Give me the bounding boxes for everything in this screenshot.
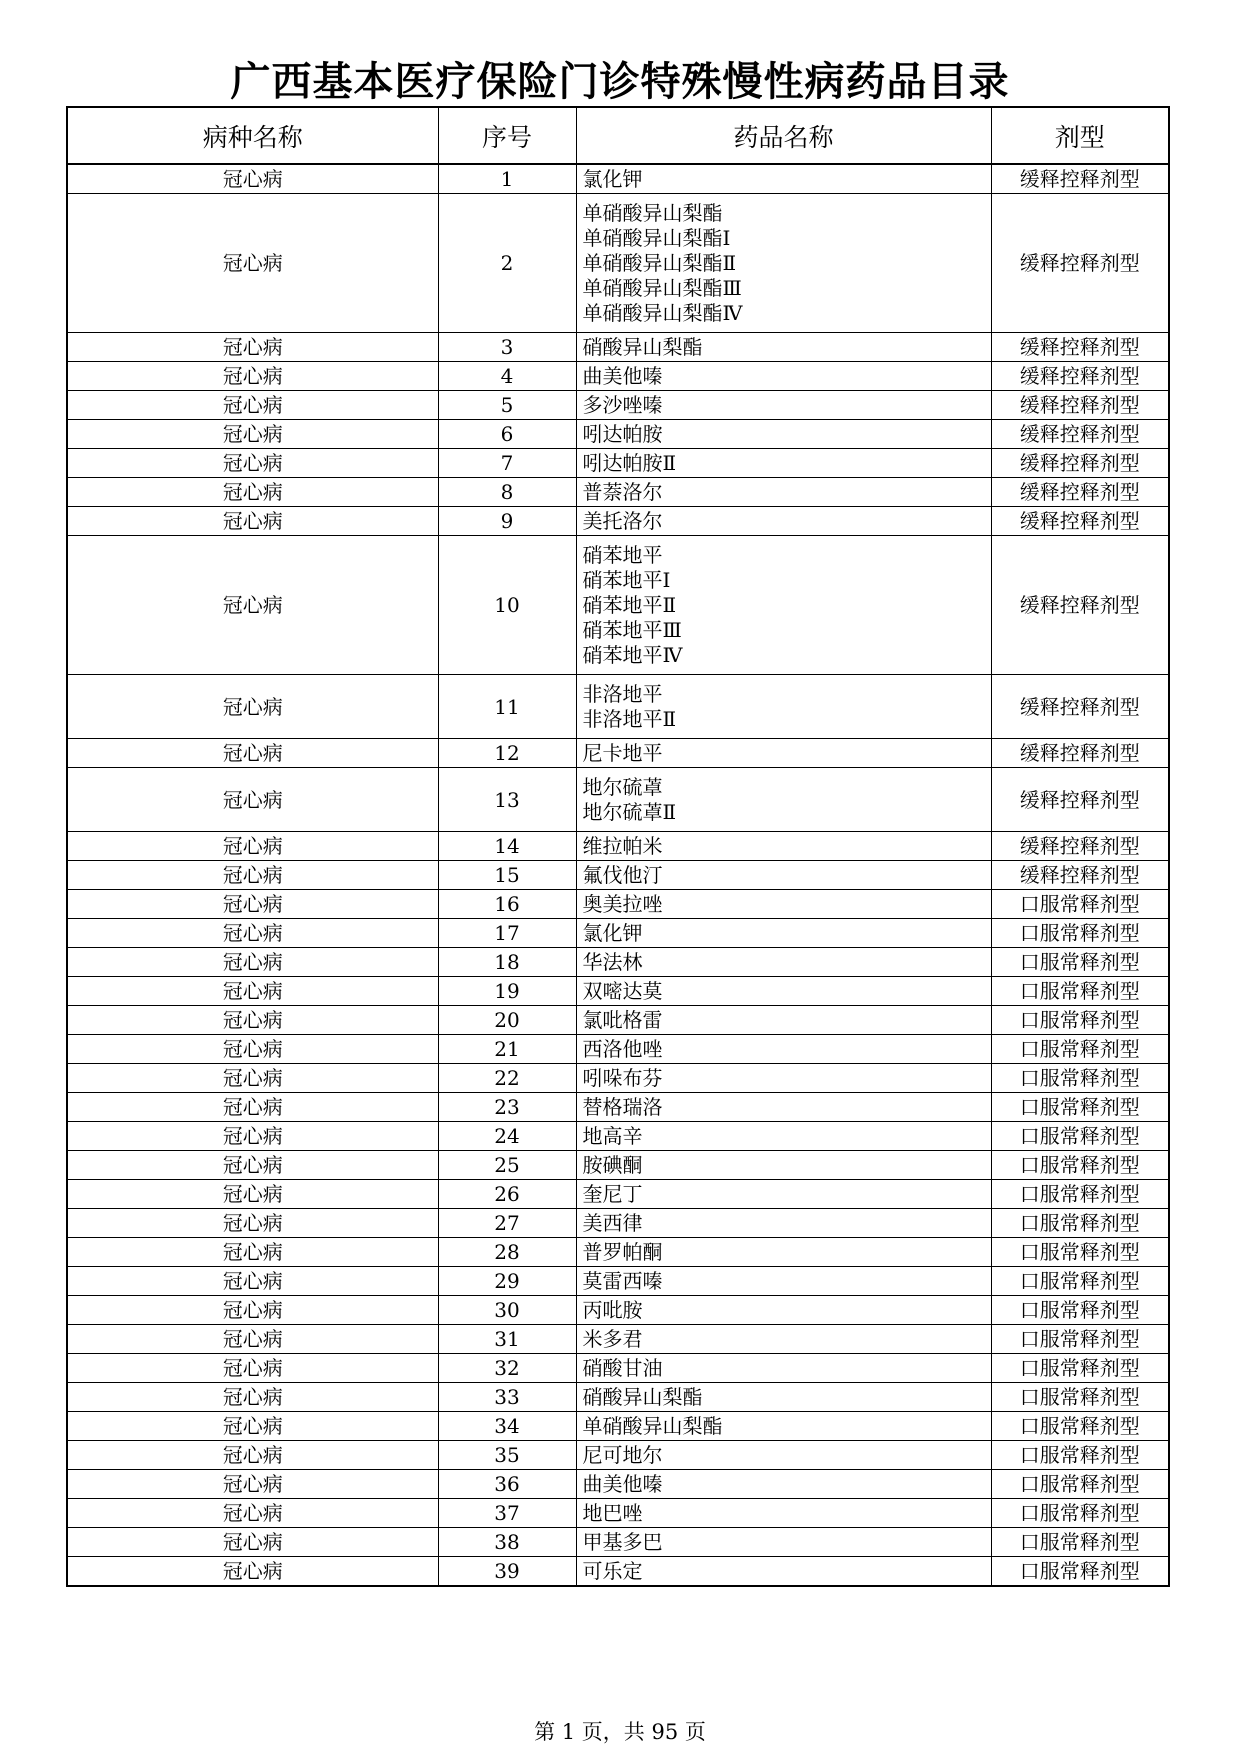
table-row <box>67 478 1169 507</box>
cell-drug-name <box>576 1557 991 1587</box>
cell-number: 12 <box>438 739 576 768</box>
drug-name: 普罗帕酮 <box>582 1240 663 1264</box>
cell-drug-name <box>576 1412 991 1441</box>
cell-number: 26 <box>438 1180 576 1209</box>
drug-name: 美西律 <box>582 1211 643 1235</box>
page-title: 广西基本医疗保险门诊特殊慢性病药品目录 <box>230 59 1010 105</box>
cell-number: 7 <box>438 449 576 478</box>
cell-number: 34 <box>438 1412 576 1441</box>
cell-drug-name <box>576 1267 991 1296</box>
drug-name: 硝酸甘油 <box>582 1356 663 1380</box>
cell-dosage-form: 缓释控释剂型 <box>991 362 1169 391</box>
cell-disease: 冠心病 <box>67 832 438 861</box>
table-row <box>67 1383 1169 1412</box>
cell-disease: 冠心病 <box>67 507 438 536</box>
table-row <box>67 1267 1169 1296</box>
cell-dosage-form: 口服常释剂型 <box>991 1180 1169 1209</box>
cell-disease: 冠心病 <box>67 1354 438 1383</box>
cell-dosage-form: 口服常释剂型 <box>991 1470 1169 1499</box>
cell-disease: 冠心病 <box>67 1441 438 1470</box>
cell-dosage-form: 口服常释剂型 <box>991 919 1169 948</box>
table-row <box>67 1209 1169 1238</box>
cell-dosage-form: 口服常释剂型 <box>991 1122 1169 1151</box>
cell-number: 8 <box>438 478 576 507</box>
cell-number: 29 <box>438 1267 576 1296</box>
table-row <box>67 194 1169 333</box>
cell-number: 1 <box>438 164 576 194</box>
cell-disease: 冠心病 <box>67 1209 438 1238</box>
drug-name: 华法林 <box>582 950 643 974</box>
cell-drug-name <box>576 1499 991 1528</box>
cell-disease: 冠心病 <box>67 420 438 449</box>
cell-disease: 冠心病 <box>67 194 438 333</box>
drug-name: 单硝酸异山梨酯Ⅰ <box>582 225 731 250</box>
cell-disease: 冠心病 <box>67 1412 438 1441</box>
table-row <box>67 1122 1169 1151</box>
table-row <box>67 1035 1169 1064</box>
cell-drug-name <box>576 391 991 420</box>
cell-disease: 冠心病 <box>67 977 438 1006</box>
drug-name: 吲哚布芬 <box>582 1066 663 1090</box>
drug-name: 硝苯地平Ⅳ <box>582 642 683 667</box>
cell-drug-name <box>576 1528 991 1557</box>
cell-disease: 冠心病 <box>67 1499 438 1528</box>
cell-dosage-form: 缓释控释剂型 <box>991 478 1169 507</box>
cell-disease: 冠心病 <box>67 362 438 391</box>
cell-number: 14 <box>438 832 576 861</box>
drug-name: 单硝酸异山梨酯 <box>582 200 723 225</box>
cell-number: 13 <box>438 768 576 832</box>
cell-drug-name <box>576 890 991 919</box>
header-number: 序号 <box>438 107 576 164</box>
cell-drug-name <box>576 1441 991 1470</box>
cell-drug-name <box>576 768 991 832</box>
drug-name: 氯吡格雷 <box>582 1008 663 1032</box>
table-row <box>67 1238 1169 1267</box>
table-row <box>67 1354 1169 1383</box>
cell-dosage-form: 口服常释剂型 <box>991 1209 1169 1238</box>
table-row <box>67 1470 1169 1499</box>
cell-number: 17 <box>438 919 576 948</box>
drug-name: 曲美他嗪 <box>582 364 663 388</box>
table-row <box>67 1296 1169 1325</box>
cell-disease: 冠心病 <box>67 1122 438 1151</box>
cell-number: 2 <box>438 194 576 333</box>
cell-disease: 冠心病 <box>67 1557 438 1587</box>
drug-name: 非洛地平 <box>582 681 663 706</box>
drug-name: 奎尼丁 <box>582 1182 643 1206</box>
header-dosage-form: 剂型 <box>991 107 1169 164</box>
table-row <box>67 977 1169 1006</box>
cell-dosage-form: 口服常释剂型 <box>991 1441 1169 1470</box>
cell-drug-name <box>576 1180 991 1209</box>
cell-number: 35 <box>438 1441 576 1470</box>
table-row <box>67 861 1169 890</box>
cell-dosage-form: 口服常释剂型 <box>991 1093 1169 1122</box>
cell-disease: 冠心病 <box>67 1325 438 1354</box>
cell-drug-name <box>576 675 991 739</box>
drug-name: 莫雷西嗪 <box>582 1269 663 1293</box>
table-row <box>67 832 1169 861</box>
table-row <box>67 1499 1169 1528</box>
cell-disease: 冠心病 <box>67 890 438 919</box>
cell-number: 3 <box>438 333 576 362</box>
cell-dosage-form: 缓释控释剂型 <box>991 675 1169 739</box>
cell-drug-name <box>576 1383 991 1412</box>
table-row <box>67 1528 1169 1557</box>
table-row <box>67 768 1169 832</box>
cell-number: 18 <box>438 948 576 977</box>
cell-dosage-form: 缓释控释剂型 <box>991 164 1169 194</box>
cell-drug-name <box>576 919 991 948</box>
table-row <box>67 1006 1169 1035</box>
cell-disease: 冠心病 <box>67 1035 438 1064</box>
cell-drug-name <box>576 1035 991 1064</box>
cell-dosage-form: 口服常释剂型 <box>991 890 1169 919</box>
cell-drug-name <box>576 1093 991 1122</box>
drug-name: 可乐定 <box>582 1559 643 1583</box>
cell-disease: 冠心病 <box>67 164 438 194</box>
drug-name: 单硝酸异山梨酯Ⅳ <box>582 300 743 325</box>
cell-drug-name <box>576 536 991 675</box>
drug-name: 普萘洛尔 <box>582 480 663 504</box>
cell-disease: 冠心病 <box>67 449 438 478</box>
cell-number: 20 <box>438 1006 576 1035</box>
table-row <box>67 1093 1169 1122</box>
cell-disease: 冠心病 <box>67 478 438 507</box>
drug-name: 吲达帕胺 <box>582 422 663 446</box>
table-row <box>67 1325 1169 1354</box>
drug-name: 西洛他唑 <box>582 1037 663 1061</box>
drug-name: 地尔硫䓬Ⅱ <box>582 799 677 824</box>
cell-dosage-form: 口服常释剂型 <box>991 1064 1169 1093</box>
header-drug-name: 药品名称 <box>576 107 991 164</box>
cell-drug-name <box>576 362 991 391</box>
cell-number: 24 <box>438 1122 576 1151</box>
cell-dosage-form: 口服常释剂型 <box>991 1035 1169 1064</box>
drug-name: 氯化钾 <box>582 167 643 191</box>
table-row <box>67 948 1169 977</box>
drug-name: 奥美拉唑 <box>582 892 663 916</box>
cell-dosage-form: 口服常释剂型 <box>991 1412 1169 1441</box>
table-row <box>67 1412 1169 1441</box>
drug-name: 单硝酸异山梨酯 <box>582 1414 723 1438</box>
cell-drug-name <box>576 478 991 507</box>
table-row <box>67 164 1169 194</box>
cell-disease: 冠心病 <box>67 391 438 420</box>
cell-dosage-form: 口服常释剂型 <box>991 1383 1169 1412</box>
cell-disease: 冠心病 <box>67 1383 438 1412</box>
table-row <box>67 420 1169 449</box>
cell-drug-name <box>576 832 991 861</box>
cell-dosage-form: 口服常释剂型 <box>991 1238 1169 1267</box>
cell-number: 5 <box>438 391 576 420</box>
drug-name: 多沙唑嗪 <box>582 393 663 417</box>
table-row <box>67 739 1169 768</box>
drug-name: 胺碘酮 <box>582 1153 643 1177</box>
table-row <box>67 1180 1169 1209</box>
cell-disease: 冠心病 <box>67 536 438 675</box>
cell-number: 33 <box>438 1383 576 1412</box>
drug-name: 非洛地平Ⅱ <box>582 706 677 731</box>
table-row <box>67 919 1169 948</box>
cell-dosage-form: 口服常释剂型 <box>991 1296 1169 1325</box>
cell-number: 25 <box>438 1151 576 1180</box>
cell-number: 23 <box>438 1093 576 1122</box>
cell-dosage-form: 口服常释剂型 <box>991 1325 1169 1354</box>
cell-disease: 冠心病 <box>67 1267 438 1296</box>
drug-name: 硝酸异山梨酯 <box>582 1385 703 1409</box>
cell-dosage-form: 口服常释剂型 <box>991 1528 1169 1557</box>
drug-name: 尼卡地平 <box>582 741 663 765</box>
cell-dosage-form: 缓释控释剂型 <box>991 832 1169 861</box>
table-row <box>67 507 1169 536</box>
table-row <box>67 675 1169 739</box>
cell-number: 6 <box>438 420 576 449</box>
table-row <box>67 1441 1169 1470</box>
cell-dosage-form: 口服常释剂型 <box>991 1006 1169 1035</box>
table-header-row <box>67 107 1169 164</box>
drug-name: 甲基多巴 <box>582 1530 663 1554</box>
drug-name: 米多君 <box>582 1327 643 1351</box>
cell-drug-name <box>576 420 991 449</box>
drug-name: 地尔硫䓬 <box>582 774 663 799</box>
cell-drug-name <box>576 333 991 362</box>
cell-dosage-form: 口服常释剂型 <box>991 1354 1169 1383</box>
cell-number: 11 <box>438 675 576 739</box>
cell-number: 39 <box>438 1557 576 1587</box>
cell-number: 21 <box>438 1035 576 1064</box>
cell-disease: 冠心病 <box>67 1470 438 1499</box>
cell-number: 28 <box>438 1238 576 1267</box>
cell-dosage-form: 缓释控释剂型 <box>991 333 1169 362</box>
cell-drug-name <box>576 1209 991 1238</box>
cell-disease: 冠心病 <box>67 333 438 362</box>
cell-dosage-form: 口服常释剂型 <box>991 1267 1169 1296</box>
cell-drug-name <box>576 861 991 890</box>
cell-dosage-form: 缓释控释剂型 <box>991 449 1169 478</box>
table-row <box>67 333 1169 362</box>
cell-drug-name <box>576 1325 991 1354</box>
drug-name: 硝酸异山梨酯 <box>582 335 703 359</box>
cell-drug-name <box>576 739 991 768</box>
table-row <box>67 536 1169 675</box>
cell-dosage-form: 口服常释剂型 <box>991 977 1169 1006</box>
cell-number: 37 <box>438 1499 576 1528</box>
cell-drug-name <box>576 1064 991 1093</box>
cell-number: 15 <box>438 861 576 890</box>
cell-number: 19 <box>438 977 576 1006</box>
cell-disease: 冠心病 <box>67 675 438 739</box>
cell-number: 22 <box>438 1064 576 1093</box>
cell-drug-name <box>576 948 991 977</box>
table-row <box>67 391 1169 420</box>
cell-disease: 冠心病 <box>67 1238 438 1267</box>
cell-disease: 冠心病 <box>67 1064 438 1093</box>
cell-disease: 冠心病 <box>67 1180 438 1209</box>
drug-name: 硝苯地平 <box>582 542 663 567</box>
drug-name: 尼可地尔 <box>582 1443 663 1467</box>
table-row <box>67 1151 1169 1180</box>
cell-drug-name <box>576 449 991 478</box>
cell-number: 10 <box>438 536 576 675</box>
drug-name: 硝苯地平Ⅰ <box>582 567 671 592</box>
cell-drug-name <box>576 1238 991 1267</box>
cell-drug-name <box>576 977 991 1006</box>
drug-table <box>66 106 1170 1587</box>
drug-name: 单硝酸异山梨酯Ⅱ <box>582 250 737 275</box>
drug-name: 美托洛尔 <box>582 509 663 533</box>
cell-number: 31 <box>438 1325 576 1354</box>
cell-drug-name <box>576 1151 991 1180</box>
cell-dosage-form: 缓释控释剂型 <box>991 536 1169 675</box>
drug-name: 氯化钾 <box>582 921 643 945</box>
table-row <box>67 362 1169 391</box>
cell-dosage-form: 缓释控释剂型 <box>991 768 1169 832</box>
cell-drug-name <box>576 1470 991 1499</box>
cell-disease: 冠心病 <box>67 1006 438 1035</box>
cell-dosage-form: 口服常释剂型 <box>991 1499 1169 1528</box>
drug-name: 曲美他嗪 <box>582 1472 663 1496</box>
drug-name: 地巴唑 <box>582 1501 643 1525</box>
cell-number: 27 <box>438 1209 576 1238</box>
cell-number: 9 <box>438 507 576 536</box>
drug-name: 单硝酸异山梨酯Ⅲ <box>582 275 742 300</box>
cell-dosage-form: 缓释控释剂型 <box>991 194 1169 333</box>
drug-name: 地高辛 <box>582 1124 643 1148</box>
cell-disease: 冠心病 <box>67 919 438 948</box>
table-row <box>67 1064 1169 1093</box>
cell-drug-name <box>576 194 991 333</box>
drug-name: 硝苯地平Ⅲ <box>582 617 682 642</box>
cell-dosage-form: 缓释控释剂型 <box>991 391 1169 420</box>
cell-disease: 冠心病 <box>67 1296 438 1325</box>
cell-disease: 冠心病 <box>67 768 438 832</box>
cell-number: 16 <box>438 890 576 919</box>
table-row <box>67 890 1169 919</box>
table-row <box>67 1557 1169 1587</box>
cell-dosage-form: 缓释控释剂型 <box>991 861 1169 890</box>
cell-disease: 冠心病 <box>67 1151 438 1180</box>
cell-drug-name <box>576 1354 991 1383</box>
cell-drug-name <box>576 164 991 194</box>
cell-dosage-form: 缓释控释剂型 <box>991 507 1169 536</box>
cell-drug-name <box>576 1122 991 1151</box>
cell-disease: 冠心病 <box>67 1093 438 1122</box>
drug-name: 维拉帕米 <box>582 834 663 858</box>
cell-number: 32 <box>438 1354 576 1383</box>
drug-name: 氟伐他汀 <box>582 863 663 887</box>
cell-disease: 冠心病 <box>67 948 438 977</box>
cell-dosage-form: 口服常释剂型 <box>991 1151 1169 1180</box>
drug-name: 硝苯地平Ⅱ <box>582 592 677 617</box>
cell-number: 36 <box>438 1470 576 1499</box>
cell-drug-name <box>576 507 991 536</box>
cell-drug-name <box>576 1296 991 1325</box>
table-row <box>67 449 1169 478</box>
cell-dosage-form: 口服常释剂型 <box>991 1557 1169 1587</box>
cell-number: 38 <box>438 1528 576 1557</box>
drug-name: 吲达帕胺Ⅱ <box>582 451 677 475</box>
cell-disease: 冠心病 <box>67 739 438 768</box>
cell-dosage-form: 缓释控释剂型 <box>991 739 1169 768</box>
drug-name: 替格瑞洛 <box>582 1095 663 1119</box>
cell-dosage-form: 缓释控释剂型 <box>991 420 1169 449</box>
cell-number: 30 <box>438 1296 576 1325</box>
page-footer: 第 1 页，共 95 页 <box>534 1720 706 1744</box>
cell-drug-name <box>576 1006 991 1035</box>
cell-dosage-form: 口服常释剂型 <box>991 948 1169 977</box>
table-body <box>67 164 1169 1586</box>
cell-disease: 冠心病 <box>67 861 438 890</box>
cell-disease: 冠心病 <box>67 1528 438 1557</box>
header-disease: 病种名称 <box>67 107 438 164</box>
drug-name: 双嘧达莫 <box>582 979 663 1003</box>
drug-name: 丙吡胺 <box>582 1298 643 1322</box>
cell-number: 4 <box>438 362 576 391</box>
